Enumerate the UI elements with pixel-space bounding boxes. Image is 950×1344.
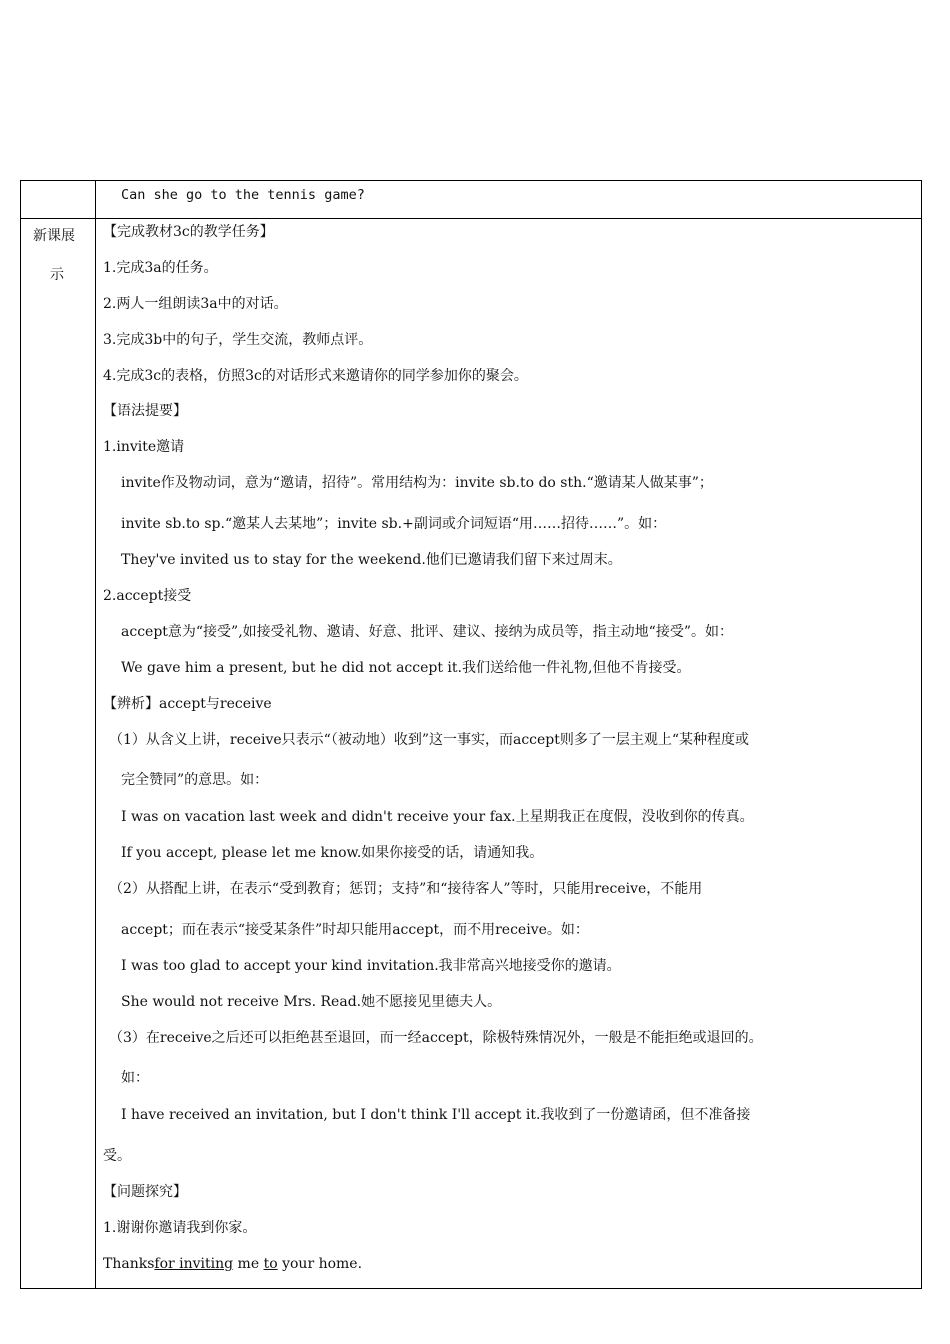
example-sentence: If you accept, please let me know.如果你接受的话，请通知我。 — [121, 845, 544, 861]
answer-prefix: Thanks — [103, 1256, 155, 1272]
side-label-line2: 示 — [50, 267, 64, 283]
example-sentence: I was too glad to accept your kind invitation.我非常高兴地接受你的邀请。 — [121, 958, 621, 974]
section-heading: 【语法提要】 — [103, 403, 187, 419]
analysis-text: （1）从含义上讲，receive只表示“（被动地）收到”这一事实，而accept则多了一层主观上“某种程度或 — [109, 732, 750, 748]
section-heading: 【完成教材3c的教学任务】 — [103, 224, 274, 240]
grammar-item: 2.accept接受 — [103, 588, 192, 604]
example-sentence: They've invited us to stay for the weekend.他们已邀请我们留下来过周末。 — [121, 552, 622, 568]
lesson-table — [20, 180, 922, 1289]
grammar-text: invite作及物动词，意为“邀请，招待”。常用结构为：invite sb.to do sth.“邀请某人做某事”； — [121, 475, 713, 491]
answer-blank-2: to — [263, 1256, 278, 1272]
previous-question: Can she go to the tennis game? — [121, 187, 365, 203]
answer-line — [103, 1255, 362, 1273]
task-line: 2.两人一组朗读3a中的对话。 — [103, 296, 288, 312]
row-divider — [21, 218, 921, 219]
section-heading: 【问题探究】 — [103, 1184, 187, 1200]
example-sentence: She would not receive Mrs. Read.她不愿接见里德夫人。 — [121, 994, 502, 1010]
grammar-item: 1.invite邀请 — [103, 439, 185, 455]
analysis-text: accept；而在表示“接受某条件”时却只能用accept，而不用receive。如： — [121, 922, 589, 938]
analysis-text: 如： — [121, 1070, 149, 1086]
column-divider — [95, 181, 96, 1288]
answer-suffix: your home. — [277, 1256, 363, 1272]
grammar-text: invite sb.to sp.“邀某人去某地”；invite sb.+副词或介词短语“用……招待……”。如： — [121, 516, 667, 532]
answer-blank-1: for inviting — [154, 1256, 234, 1272]
example-sentence: I was on vacation last week and didn't receive your fax.上星期我正在度假，没收到你的传真。 — [121, 809, 754, 825]
answer-middle: me — [233, 1256, 264, 1272]
section-heading: 【辨析】accept与receive — [103, 696, 272, 712]
task-line: 4.完成3c的表格，仿照3c的对话形式来邀请你的同学参加你的聚会。 — [103, 368, 528, 384]
side-label-line1: 新课展 — [33, 228, 75, 244]
example-sentence: 受。 — [103, 1148, 131, 1164]
question-item: 1.谢谢你邀请我到你家。 — [103, 1220, 257, 1236]
analysis-text: 完全赞同”的意思。如： — [121, 772, 269, 788]
analysis-text: （2）从搭配上讲，在表示“受到教育；惩罚；支持”和“接待客人”等时，只能用receive，不能用 — [109, 881, 703, 897]
task-line: 3.完成3b中的句子，学生交流，教师点评。 — [103, 332, 373, 348]
grammar-text: accept意为“接受”,如接受礼物、邀请、好意、批评、建议、接纳为成员等，指主动地“接受”。如： — [121, 624, 733, 640]
task-line: 1.完成3a的任务。 — [103, 260, 218, 276]
example-sentence: I have received an invitation, but I don't think I'll accept it.我收到了一份邀请函，但不准备接 — [121, 1107, 751, 1123]
analysis-text: （3）在receive之后还可以拒绝甚至退回，而一经accept，除极特殊情况外，一般是不能拒绝或退回的。 — [109, 1030, 763, 1046]
example-sentence: We gave him a present, but he did not accept it.我们送给他一件礼物,但他不肯接受。 — [121, 660, 691, 676]
